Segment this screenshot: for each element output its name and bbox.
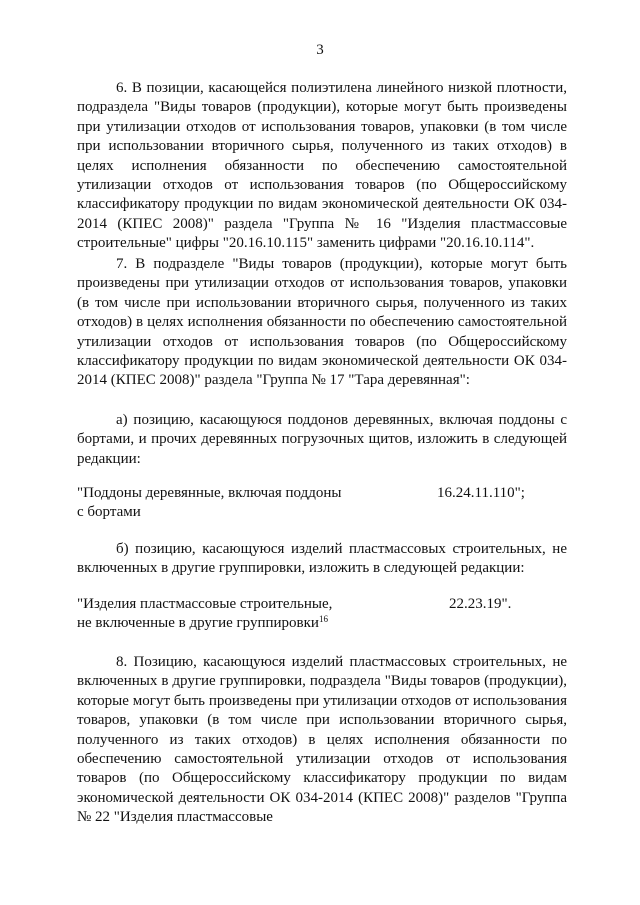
footnote-marker: 16 xyxy=(318,614,328,625)
entry-plastics-name-line1: "Изделия пластмассовые строительные, xyxy=(77,596,333,612)
page-number: 3 xyxy=(316,42,324,58)
entry-plastics-name-line2-wrap xyxy=(77,614,567,633)
entry-pallets-name-line2: с бортами xyxy=(77,504,141,521)
paragraph-6: 6. В позиции, касающейся полиэтилена линейного низкой плотности, подраздела "Виды товаров (продукции), которые могут быть произведены при утилизации отходов от использования товаров, упаковки (в том числе при использовании вторичного сырья, полученного из таких отходов) в целях исполнения обязанности по обеспечению самостоятельной утилизации отходов от использования товаров (по Общероссийскому классификатору продукции по видам экономической деятельности ОК 034-2014 (КПЕС 2008)" раздела "Группа № 16 "Изделия пластмассовые строительные" цифры "20.16.10.115" заменить цифрами "20.16.10.114". xyxy=(77,80,567,252)
entry-plastics-code: 22.23.19". xyxy=(449,596,512,612)
paragraph-7b: б) позицию, касающуюся изделий пластмассовых строительных, не включенных в другие группировки, изложить в следующей редакции: xyxy=(77,541,567,577)
entry-pallets-name-line1: "Поддоны деревянные, включая поддоны xyxy=(77,485,342,501)
paragraph-8: 8. Позицию, касающуюся изделий пластмассовых строительных, не включенных в другие группировки, подраздела "Виды товаров (продукции), которые могут быть произведены при утилизации отходов от использования товаров, упаковки (в том числе при использовании вторичного сырья, полученного из таких отходов) в целях исполнения обязанности по обеспечению самостоятельной утилизации отходов от использования товаров (по Общероссийскому классификатору продукции по видам экономической деятельности ОК 034-2014 (КПЕС 2008)" разделов "Группа № 22 "Изделия пластмассовые xyxy=(77,654,567,826)
paragraph-7a: а) позицию, касающуюся поддонов деревянных, включая поддоны с бортами, и прочих деревянных погрузочных щитов, изложить в следующей редакции: xyxy=(77,412,567,467)
entry-pallets-code: 16.24.11.110"; xyxy=(437,485,525,501)
entry-plastics-name-line2: не включенные в другие группировки xyxy=(77,615,319,632)
entry-plastics xyxy=(77,595,567,634)
entry-pallets xyxy=(77,484,567,523)
paragraph-7: 7. В подразделе "Виды товаров (продукции), которые могут быть произведены при утилизации отходов от использования товаров, упаковки (в том числе при использовании вторичного сырья, полученного из таких отходов) в целях исполнения обязанности по обеспечению самостоятельной утилизации отходов от использования товаров (по Общероссийскому классификатору продукции по видам экономической деятельности ОК 034-2014 (КПЕС 2008)" раздела "Группа № 17 "Тара деревянная": xyxy=(77,256,567,389)
